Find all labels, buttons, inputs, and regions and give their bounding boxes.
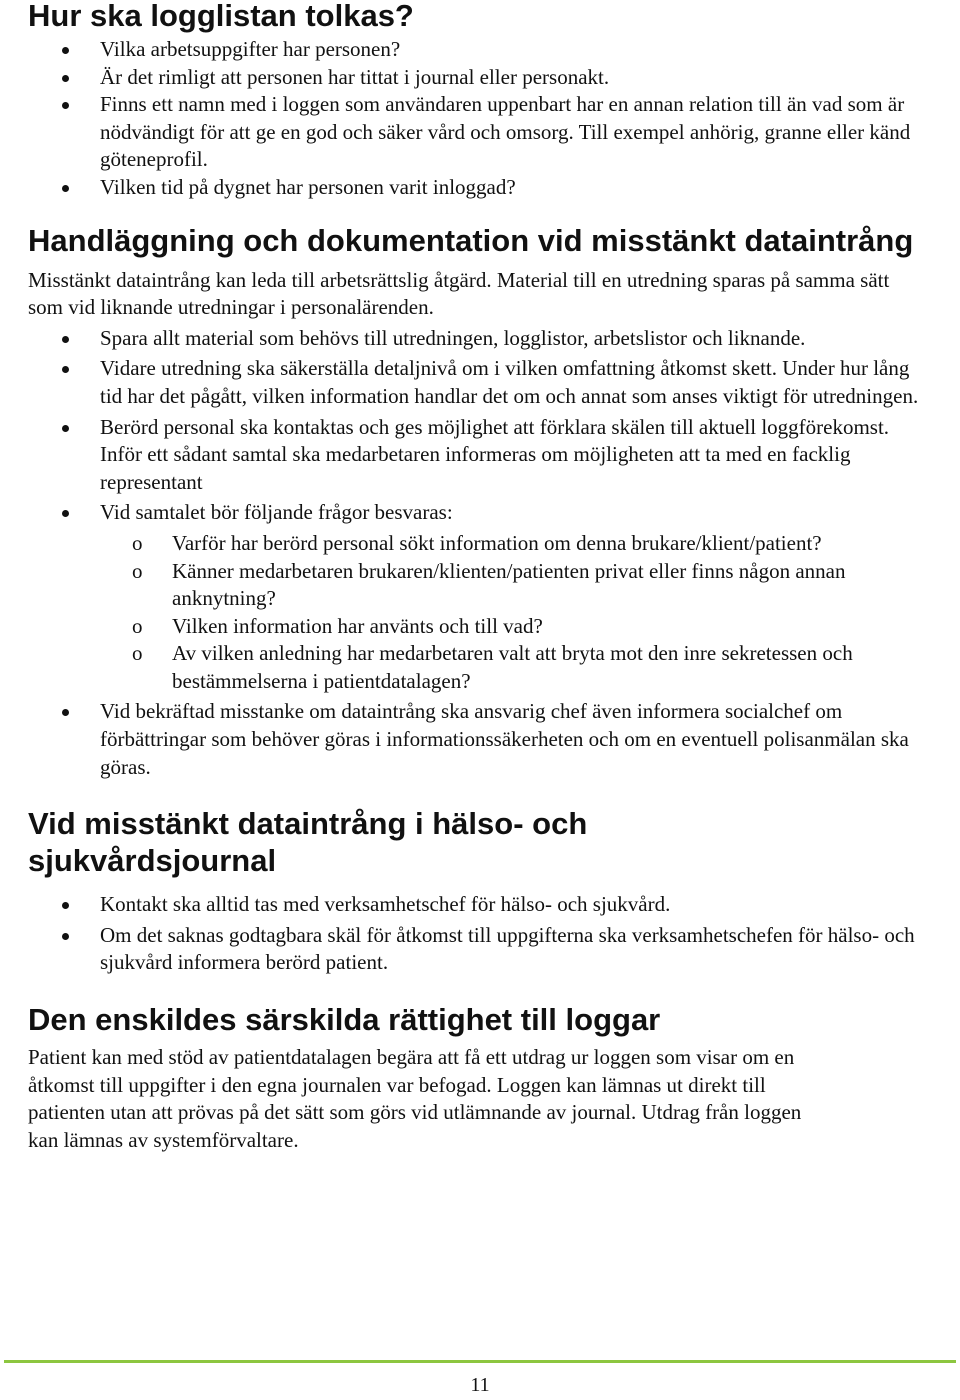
bullet-list-logglistan	[28, 36, 928, 202]
bullet-icon	[62, 425, 69, 432]
heading-handlaggning: Handläggning och dokumentation vid misstänkt dataintrång	[28, 222, 914, 258]
sub-list-item: o Känner medarbetaren brukaren/klienten/patienten privat eller finns någon annan anknytning?	[132, 558, 846, 611]
page-number: 11	[470, 1374, 490, 1396]
sub-bullet-marker: o	[132, 613, 143, 638]
list-item: Kontakt ska alltid tas med verksamhetschef för hälso- och sjukvård.	[28, 891, 928, 919]
document-page	[28, 0, 928, 1154]
list-item: Vid bekräftad misstanke om dataintrång ska ansvarig chef även informera socialchef om förbättringar som behöver göras i informationssäkerheten och om en eventuell polisanmälan ska göras.	[28, 698, 928, 781]
bullet-icon	[62, 709, 69, 716]
sub-bullet-marker: o	[132, 530, 143, 555]
heading-enskildes-rattighet: Den enskildes särskilda rättighet till loggar	[28, 1002, 661, 1038]
sub-bullet-marker: o	[132, 558, 143, 583]
list-item: Vidare utredning ska säkerställa detaljnivå om i vilken omfattning åtkomst skett. Under hur lång tid har det pågått, vilken information handlar det om och annat som anses viktigt för utredningen.	[28, 355, 928, 410]
list-item: Vilka arbetsuppgifter har personen?	[28, 36, 928, 64]
bullet-icon	[62, 47, 69, 54]
bullet-icon	[62, 510, 69, 517]
rights-paragraph: Patient kan med stöd av patientdatalagen begära att få ett utdrag ur loggen som visar om en åtkomst till uppgifter i den egna journalen var befogad. Loggen kan lämnas ut direkt till patienten utan att prövas på det sätt som görs vid utlämnande av journal. Utdrag från loggen kan lämnas av systemförvaltare.	[28, 1045, 802, 1152]
bullet-list-handlaggning	[28, 325, 928, 782]
sub-bullet-marker: o	[132, 641, 143, 666]
bullet-icon	[62, 102, 69, 109]
bullet-icon	[62, 75, 69, 82]
list-item: Finns ett namn med i loggen som användaren uppenbart har en annan relation till än vad som är nödvändigt för att ge en god och säker vård och omsorg. Till exempel anhörig, granne eller känd göteneprofil.	[28, 91, 928, 174]
list-item: Vilken tid på dygnet har personen varit inloggad?	[28, 174, 928, 202]
sub-list-item: o Varför har berörd personal sökt information om denna brukare/klient/patient?	[28, 530, 928, 558]
list-item: Om det saknas godtagbara skäl för åtkomst till uppgifterna ska verksamhetschefen för hälso- och sjukvård informera berörd patient.	[28, 922, 928, 977]
list-item: Spara allt material som behövs till utredningen, logglistor, arbetslistor och liknande.	[28, 325, 928, 353]
bullet-icon	[62, 933, 69, 940]
heading-halso-sjukvard: Vid misstänkt dataintrång i hälso- och sjukvårdsjournal	[28, 806, 588, 879]
list-item: Berörd personal ska kontaktas och ges möjlighet att förklara skälen till aktuell loggförekomst. Inför ett sådant samtal ska medarbetaren informeras om möjligheten att ta med en facklig representant	[28, 414, 928, 497]
bullet-list-halso-sjukvard	[28, 891, 928, 977]
sub-list-item: o Vilken information har använts och till vad?	[28, 613, 928, 641]
bullet-icon	[62, 185, 69, 192]
sub-list-item: o Av vilken anledning har medarbetaren valt att bryta mot den inre sekretessen och bestämmelserna i patientdatalagen?	[132, 641, 853, 693]
bullet-icon	[62, 336, 69, 343]
list-item: Är det rimligt att personen har tittat i journal eller personakt.	[28, 64, 928, 92]
bullet-icon	[62, 366, 69, 373]
heading-logglistan: Hur ska logglistan tolkas?	[28, 0, 414, 33]
sub-bullet-list	[28, 530, 928, 696]
intro-paragraph: Misstänkt dataintrång kan leda till arbetsrättslig åtgärd. Material till en utredning sparas på samma sätt som vid liknande utredningar i personalärenden.	[28, 267, 890, 320]
footer-rule	[4, 1360, 956, 1363]
bullet-icon	[62, 902, 69, 909]
list-item: Vid samtalet bör följande frågor besvaras: o Varför har berörd personal sökt information om denna brukare/klient/patient? o Känner medarbetaren brukaren/klienten/patienten privat eller finns någon annan anknytning? o Vilken information har använts och till vad? o Av vilken anledning har medarbetaren valt att bryta mot den inre sekretessen och bestämmelserna i patientdatalagen?	[28, 499, 928, 695]
